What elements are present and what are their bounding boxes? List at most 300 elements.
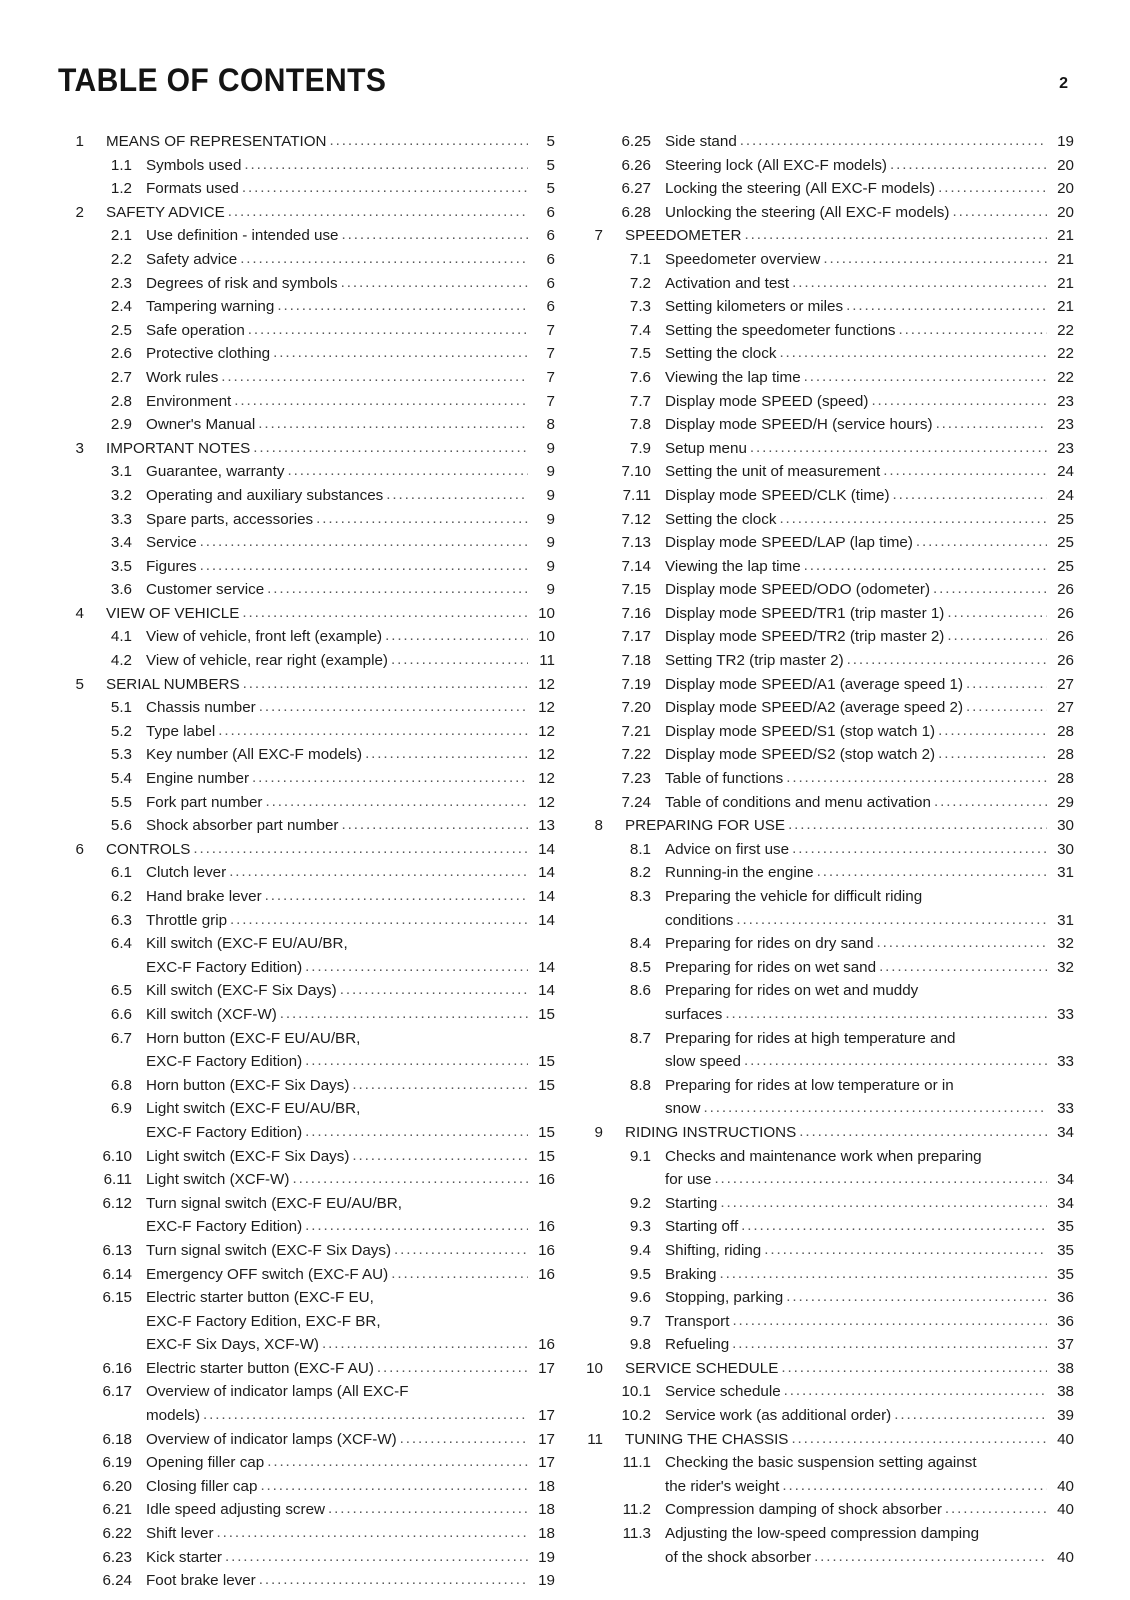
toc-entry-number: 5.4 xyxy=(110,770,132,788)
toc-entry[interactable] xyxy=(58,649,555,673)
toc-entry-page: 33 xyxy=(1057,1005,1074,1023)
toc-entry-title: Braking xyxy=(665,1265,717,1283)
toc-entry[interactable] xyxy=(58,696,555,720)
toc-entry-page: 33 xyxy=(1057,1053,1074,1071)
toc-entry-line xyxy=(665,1145,1074,1169)
toc-entry-body xyxy=(106,201,555,225)
toc-entry-body xyxy=(665,508,1074,532)
toc-entry-body xyxy=(146,625,555,649)
toc-entry[interactable] xyxy=(58,1357,555,1381)
toc-entry-line xyxy=(146,154,555,178)
toc-entry[interactable] xyxy=(58,1239,555,1263)
toc-entry[interactable] xyxy=(577,1404,1074,1428)
toc-entry[interactable] xyxy=(58,154,555,178)
toc-entry[interactable] xyxy=(577,1310,1074,1334)
toc-entry-title: Compression damping of shock absorber xyxy=(665,1501,942,1519)
toc-entry[interactable] xyxy=(577,1263,1074,1287)
toc-entry-number: 7.16 xyxy=(621,604,651,622)
toc-leader-dots xyxy=(260,1474,528,1498)
toc-entry[interactable] xyxy=(577,248,1074,272)
toc-entry-title: Setting the clock xyxy=(665,510,777,528)
toc-leader-dots xyxy=(947,624,1047,648)
toc-entry[interactable] xyxy=(58,979,555,1003)
toc-entry[interactable] xyxy=(577,649,1074,673)
toc-entry-line xyxy=(146,861,555,885)
toc-entry-page: 14 xyxy=(538,888,555,905)
toc-entry-line xyxy=(146,625,555,649)
toc-entry-number: 2.9 xyxy=(110,416,132,434)
toc-entry[interactable] xyxy=(577,1145,1074,1192)
toc-entry-title: CONTROLS xyxy=(106,840,191,858)
toc-entry-number: 5.5 xyxy=(110,793,132,811)
toc-entry-line xyxy=(146,319,555,343)
toc-entry-body xyxy=(146,1168,555,1192)
toc-entry-line xyxy=(106,201,555,225)
toc-entry[interactable] xyxy=(577,979,1074,1026)
toc-leader-dots xyxy=(385,624,528,648)
toc-entry[interactable] xyxy=(577,295,1074,319)
toc-entry[interactable] xyxy=(577,201,1074,225)
toc-entry-page: 38 xyxy=(1057,1383,1074,1401)
toc-entry[interactable] xyxy=(577,885,1074,932)
toc-entry-title: Kill switch (EXC-F EU/AU/BR, xyxy=(146,935,348,953)
toc-entry-line xyxy=(665,1310,1074,1334)
toc-entry-title: Table of conditions and menu activation xyxy=(665,793,931,811)
toc-entry-number: 1.1 xyxy=(110,156,132,174)
toc-leader-dots xyxy=(799,1120,1047,1144)
toc-entry[interactable] xyxy=(58,1145,555,1169)
toc-entry[interactable] xyxy=(577,602,1074,626)
toc-entry[interactable] xyxy=(577,484,1074,508)
toc-entry[interactable] xyxy=(58,1546,555,1570)
toc-entry[interactable] xyxy=(58,1522,555,1546)
toc-entry-body xyxy=(665,342,1074,366)
toc-entry-line xyxy=(665,1475,1074,1499)
toc-entry[interactable] xyxy=(577,1074,1074,1121)
toc-entry-number: 6.6 xyxy=(110,1005,132,1023)
toc-entry-page: 21 xyxy=(1057,227,1074,245)
toc-entry[interactable] xyxy=(577,767,1074,791)
toc-entry-body xyxy=(665,602,1074,626)
toc-entry-title: Service work (as additional order) xyxy=(665,1407,892,1425)
toc-entry[interactable] xyxy=(577,1215,1074,1239)
toc-entry[interactable] xyxy=(577,791,1074,815)
toc-entry[interactable] xyxy=(577,1333,1074,1357)
toc-leader-dots xyxy=(741,1214,1047,1238)
toc-entry-number: 9.7 xyxy=(629,1312,651,1330)
toc-entry-title: Turn signal switch (EXC-F EU/AU/BR, xyxy=(146,1194,402,1212)
page-number: 2 xyxy=(1059,75,1068,92)
toc-leader-dots xyxy=(221,365,528,389)
toc-entry[interactable] xyxy=(577,861,1074,885)
toc-entry-title: Work rules xyxy=(146,368,219,386)
toc-entry-line xyxy=(146,366,555,390)
toc-entry-number: 4 xyxy=(75,604,84,622)
toc-entry-line xyxy=(665,1097,1074,1121)
toc-entry-line xyxy=(146,1192,555,1216)
toc-leader-dots xyxy=(394,1238,528,1262)
toc-entry-body xyxy=(146,1498,555,1522)
toc-entry[interactable] xyxy=(58,1498,555,1522)
toc-entry-line xyxy=(146,696,555,720)
toc-entry[interactable] xyxy=(577,1498,1074,1522)
toc-leader-dots xyxy=(391,648,528,672)
toc-entry[interactable] xyxy=(58,885,555,909)
toc-entry-body xyxy=(146,366,555,390)
toc-entry[interactable] xyxy=(577,272,1074,296)
toc-entry-body xyxy=(146,909,555,933)
toc-entry-body xyxy=(665,555,1074,579)
toc-entry-line xyxy=(146,767,555,791)
toc-leader-dots xyxy=(242,601,528,625)
toc-entry[interactable] xyxy=(58,130,555,154)
toc-entry[interactable] xyxy=(58,201,555,225)
toc-leader-dots xyxy=(305,1049,528,1073)
toc-entry-page: 12 xyxy=(538,746,555,764)
toc-entry-line xyxy=(665,861,1074,885)
toc-entry-body xyxy=(665,177,1074,201)
toc-entry[interactable] xyxy=(58,342,555,366)
page-header xyxy=(58,38,1072,96)
toc-entry-page: 12 xyxy=(538,722,555,740)
toc-leader-dots xyxy=(936,412,1047,436)
toc-entry-line xyxy=(146,484,555,508)
toc-entry-body xyxy=(146,649,555,673)
toc-leader-dots xyxy=(725,1002,1047,1026)
toc-entry-line xyxy=(146,1357,555,1381)
toc-entry-number: 7.15 xyxy=(621,581,651,599)
toc-entry-title: Stopping, parking xyxy=(665,1289,784,1307)
toc-entry-page: 18 xyxy=(538,1477,555,1495)
toc-entry[interactable] xyxy=(58,508,555,532)
toc-entry-title: slow speed xyxy=(665,1053,741,1071)
toc-entry-body xyxy=(146,484,555,508)
toc-leader-dots xyxy=(732,1309,1047,1333)
toc-entry-body xyxy=(665,366,1074,390)
toc-entry-title: SERIAL NUMBERS xyxy=(106,675,240,693)
toc-entry-title: Transport xyxy=(665,1312,730,1330)
toc-entry-page: 34 xyxy=(1057,1194,1074,1212)
toc-entry[interactable] xyxy=(577,342,1074,366)
toc-entry-title: Display mode SPEED/H (service hours) xyxy=(665,416,933,434)
toc-entry-body xyxy=(665,578,1074,602)
toc-entry[interactable] xyxy=(577,838,1074,862)
toc-entry[interactable] xyxy=(577,956,1074,980)
toc-entry[interactable] xyxy=(577,366,1074,390)
toc-entry-title: Locking the steering (All EXC-F models) xyxy=(665,180,936,198)
toc-entry[interactable] xyxy=(58,224,555,248)
toc-entry-number: 3.3 xyxy=(110,510,132,528)
toc-entry-number: 10.2 xyxy=(621,1407,651,1425)
toc-entry[interactable] xyxy=(577,531,1074,555)
toc-entry[interactable] xyxy=(58,1168,555,1192)
toc-entry-title: Turn signal switch (EXC-F Six Days) xyxy=(146,1241,392,1259)
toc-entry-line xyxy=(146,1475,555,1499)
toc-entry-body xyxy=(146,885,555,909)
toc-columns xyxy=(58,130,1072,1593)
toc-entry[interactable] xyxy=(577,1357,1074,1381)
toc-entry[interactable] xyxy=(58,437,555,461)
toc-entry[interactable] xyxy=(577,743,1074,767)
toc-entry-page: 9 xyxy=(546,486,555,504)
toc-entry-line xyxy=(665,413,1074,437)
toc-entry[interactable] xyxy=(577,224,1074,248)
toc-entry-body xyxy=(665,956,1074,980)
toc-entry-title: Electric starter button (EXC-F AU) xyxy=(146,1359,374,1377)
toc-entry-number: 9.3 xyxy=(629,1218,651,1236)
toc-entry-page: 32 xyxy=(1057,935,1074,953)
toc-entry-number: 6.18 xyxy=(102,1430,132,1448)
toc-entry-line xyxy=(665,956,1074,980)
toc-entry-title: SERVICE SCHEDULE xyxy=(625,1359,779,1377)
toc-entry[interactable] xyxy=(58,720,555,744)
toc-entry-number: 8.7 xyxy=(629,1029,651,1047)
toc-entry[interactable] xyxy=(58,932,555,979)
toc-entry[interactable] xyxy=(577,578,1074,602)
toc-entry-page: 13 xyxy=(538,817,555,835)
toc-entry[interactable] xyxy=(577,390,1074,414)
toc-entry[interactable] xyxy=(58,791,555,815)
toc-entry-title: Display mode SPEED/TR2 (trip master 2) xyxy=(665,628,945,646)
toc-entry[interactable] xyxy=(577,1451,1074,1498)
toc-entry[interactable] xyxy=(577,1286,1074,1310)
toc-entry-number: 6.2 xyxy=(110,888,132,905)
toc-entry-body xyxy=(146,1286,555,1357)
toc-entry[interactable] xyxy=(58,578,555,602)
toc-entry[interactable] xyxy=(577,932,1074,956)
toc-entry[interactable] xyxy=(58,1451,555,1475)
toc-entry[interactable] xyxy=(577,130,1074,154)
toc-entry-title: Steering lock (All EXC-F models) xyxy=(665,156,887,174)
toc-entry-body xyxy=(146,390,555,414)
toc-entry-line xyxy=(665,932,1074,956)
toc-entry-number: 7.9 xyxy=(629,439,651,457)
toc-entry[interactable] xyxy=(577,814,1074,838)
toc-entry-line xyxy=(665,1050,1074,1074)
toc-entry[interactable] xyxy=(58,177,555,201)
toc-entry[interactable] xyxy=(577,1027,1074,1074)
toc-entry-body xyxy=(106,673,555,697)
toc-entry-line xyxy=(146,1074,555,1098)
toc-entry-title: Electric starter button (EXC-F EU, xyxy=(146,1289,374,1307)
toc-leader-dots xyxy=(899,318,1048,342)
toc-entry-title: Service xyxy=(146,534,197,552)
toc-entry-line xyxy=(146,1168,555,1192)
toc-entry[interactable] xyxy=(58,460,555,484)
toc-entry-page: 9 xyxy=(546,463,555,481)
toc-leader-dots xyxy=(744,223,1047,247)
toc-entry-line xyxy=(146,295,555,319)
toc-entry[interactable] xyxy=(577,1522,1074,1569)
toc-entry-number: 6.7 xyxy=(110,1029,132,1047)
toc-entry[interactable] xyxy=(58,531,555,555)
toc-entry[interactable] xyxy=(58,1097,555,1144)
toc-entry-body xyxy=(665,484,1074,508)
toc-entry-body xyxy=(665,885,1074,932)
toc-entry[interactable] xyxy=(577,1239,1074,1263)
toc-entry-body xyxy=(146,272,555,296)
toc-entry-page: 24 xyxy=(1057,463,1074,481)
toc-entry-page: 19 xyxy=(538,1548,555,1566)
toc-entry-line xyxy=(146,413,555,437)
toc-entry[interactable] xyxy=(58,838,555,862)
toc-entry[interactable] xyxy=(577,696,1074,720)
toc-entry[interactable] xyxy=(58,248,555,272)
toc-entry[interactable] xyxy=(577,1192,1074,1216)
toc-entry-line xyxy=(106,130,555,154)
toc-entry-page: 21 xyxy=(1057,250,1074,268)
toc-entry[interactable] xyxy=(58,484,555,508)
toc-entry-line xyxy=(665,625,1074,649)
toc-entry[interactable] xyxy=(577,437,1074,461)
toc-entry-title: Preparing for rides on wet and muddy xyxy=(665,982,919,1000)
toc-entry-title: Display mode SPEED (speed) xyxy=(665,392,869,410)
toc-entry-line xyxy=(146,1027,555,1051)
toc-entry[interactable] xyxy=(577,154,1074,178)
toc-entry-body xyxy=(665,319,1074,343)
toc-entry-number: 6.3 xyxy=(110,911,132,929)
toc-entry-body xyxy=(146,460,555,484)
toc-entry-page: 31 xyxy=(1057,911,1074,929)
toc-entry-page: 12 xyxy=(538,770,555,788)
toc-entry-body xyxy=(146,1145,555,1169)
toc-entry-number: 9.5 xyxy=(629,1265,651,1283)
toc-entry[interactable] xyxy=(577,1428,1074,1452)
toc-entry-number: 7.3 xyxy=(629,298,651,316)
toc-entry-line xyxy=(665,1168,1074,1192)
toc-entry-number: 5.1 xyxy=(110,699,132,717)
toc-entry[interactable] xyxy=(58,1569,555,1593)
toc-leader-dots xyxy=(273,341,528,365)
toc-entry-number: 2.7 xyxy=(110,368,132,386)
toc-entry-number: 7.2 xyxy=(629,274,651,292)
toc-entry-number: 6.14 xyxy=(102,1265,132,1283)
toc-entry[interactable] xyxy=(58,673,555,697)
toc-entry[interactable] xyxy=(577,460,1074,484)
toc-entry[interactable] xyxy=(577,508,1074,532)
toc-entry[interactable] xyxy=(58,1074,555,1098)
toc-leader-dots xyxy=(193,837,528,861)
toc-entry[interactable] xyxy=(577,625,1074,649)
toc-leader-dots xyxy=(720,1262,1048,1286)
toc-entry[interactable] xyxy=(577,319,1074,343)
toc-entry[interactable] xyxy=(58,413,555,437)
toc-entry-title: Preparing for rides at high temperature and xyxy=(665,1029,956,1047)
toc-entry-number: 2 xyxy=(75,203,84,221)
toc-entry[interactable] xyxy=(58,743,555,767)
toc-entry-body xyxy=(665,1522,1074,1569)
toc-entry[interactable] xyxy=(58,1263,555,1287)
toc-entry[interactable] xyxy=(58,1380,555,1427)
toc-entry-title: Viewing the lap time xyxy=(665,368,801,386)
toc-entry-title: Overview of indicator lamps (All EXC-F xyxy=(146,1383,409,1401)
toc-entry[interactable] xyxy=(58,814,555,838)
toc-entry[interactable] xyxy=(577,673,1074,697)
toc-entry-title: Preparing for rides on dry sand xyxy=(665,935,874,953)
toc-entry-title: Foot brake lever xyxy=(146,1572,256,1590)
toc-entry-number: 6.19 xyxy=(102,1454,132,1472)
toc-entry-line xyxy=(665,673,1074,697)
toc-entry-title: Speedometer overview xyxy=(665,250,821,268)
toc-entry-title: Light switch (EXC-F Six Days) xyxy=(146,1147,350,1165)
toc-entry-line xyxy=(146,1097,555,1121)
toc-entry-title: Shift lever xyxy=(146,1525,214,1543)
toc-leader-dots xyxy=(938,719,1047,743)
toc-entry-line xyxy=(146,979,555,1003)
toc-entry[interactable] xyxy=(58,602,555,626)
toc-entry[interactable] xyxy=(58,1027,555,1074)
toc-entry-number: 3 xyxy=(75,439,84,457)
toc-entry[interactable] xyxy=(58,625,555,649)
toc-entry-page: 14 xyxy=(538,958,555,976)
toc-entry-line xyxy=(665,130,1074,154)
toc-entry[interactable] xyxy=(58,1428,555,1452)
toc-entry[interactable] xyxy=(58,1475,555,1499)
toc-entry-page: 12 xyxy=(538,699,555,717)
toc-entry-line xyxy=(665,885,1074,909)
toc-entry-title: PREPARING FOR USE xyxy=(625,817,786,835)
toc-entry-page: 20 xyxy=(1057,203,1074,221)
toc-entry[interactable] xyxy=(58,272,555,296)
toc-left-column xyxy=(58,130,555,1593)
toc-leader-dots xyxy=(316,507,528,531)
toc-entry[interactable] xyxy=(58,767,555,791)
toc-entry[interactable] xyxy=(58,909,555,933)
toc-entry[interactable] xyxy=(58,295,555,319)
toc-leader-dots xyxy=(330,129,528,153)
toc-entry[interactable] xyxy=(577,177,1074,201)
toc-leader-dots xyxy=(720,1191,1047,1215)
toc-leader-dots xyxy=(328,1497,528,1521)
toc-entry[interactable] xyxy=(58,555,555,579)
toc-entry-title: of the shock absorber xyxy=(665,1548,812,1566)
toc-entry[interactable] xyxy=(577,555,1074,579)
toc-entry-number: 11.3 xyxy=(622,1525,651,1543)
toc-leader-dots xyxy=(305,955,528,979)
toc-entry-body xyxy=(106,838,555,862)
toc-entry[interactable] xyxy=(577,1380,1074,1404)
toc-entry-page: 34 xyxy=(1057,1171,1074,1189)
toc-entry-number: 5.6 xyxy=(110,817,132,835)
toc-entry[interactable] xyxy=(577,720,1074,744)
toc-entry[interactable] xyxy=(58,1192,555,1239)
toc-entry-title: Emergency OFF switch (EXC-F AU) xyxy=(146,1265,389,1283)
toc-entry-title: Kill switch (EXC-F Six Days) xyxy=(146,982,337,1000)
toc-leader-dots xyxy=(259,695,528,719)
toc-entry[interactable] xyxy=(577,413,1074,437)
toc-entry-number: 8.8 xyxy=(629,1076,651,1094)
toc-entry[interactable] xyxy=(58,861,555,885)
toc-entry[interactable] xyxy=(577,1121,1074,1145)
toc-leader-dots xyxy=(703,1096,1047,1120)
toc-leader-dots xyxy=(952,200,1047,224)
toc-entry-number: 6.27 xyxy=(621,180,651,198)
toc-entry-body xyxy=(665,1380,1074,1404)
toc-entry[interactable] xyxy=(58,390,555,414)
toc-leader-dots xyxy=(736,908,1047,932)
toc-entry[interactable] xyxy=(58,366,555,390)
toc-leader-dots xyxy=(938,176,1047,200)
toc-entry-line xyxy=(665,1263,1074,1287)
toc-entry[interactable] xyxy=(58,319,555,343)
toc-entry-line xyxy=(625,1357,1074,1381)
toc-entry-number: 7.24 xyxy=(621,793,651,811)
toc-entry-title: Tampering warning xyxy=(146,298,275,316)
toc-entry[interactable] xyxy=(58,1003,555,1027)
toc-entry-title: Display mode SPEED/LAP (lap time) xyxy=(665,534,913,552)
toc-entry[interactable] xyxy=(58,1286,555,1357)
toc-entry-page: 21 xyxy=(1057,298,1074,316)
